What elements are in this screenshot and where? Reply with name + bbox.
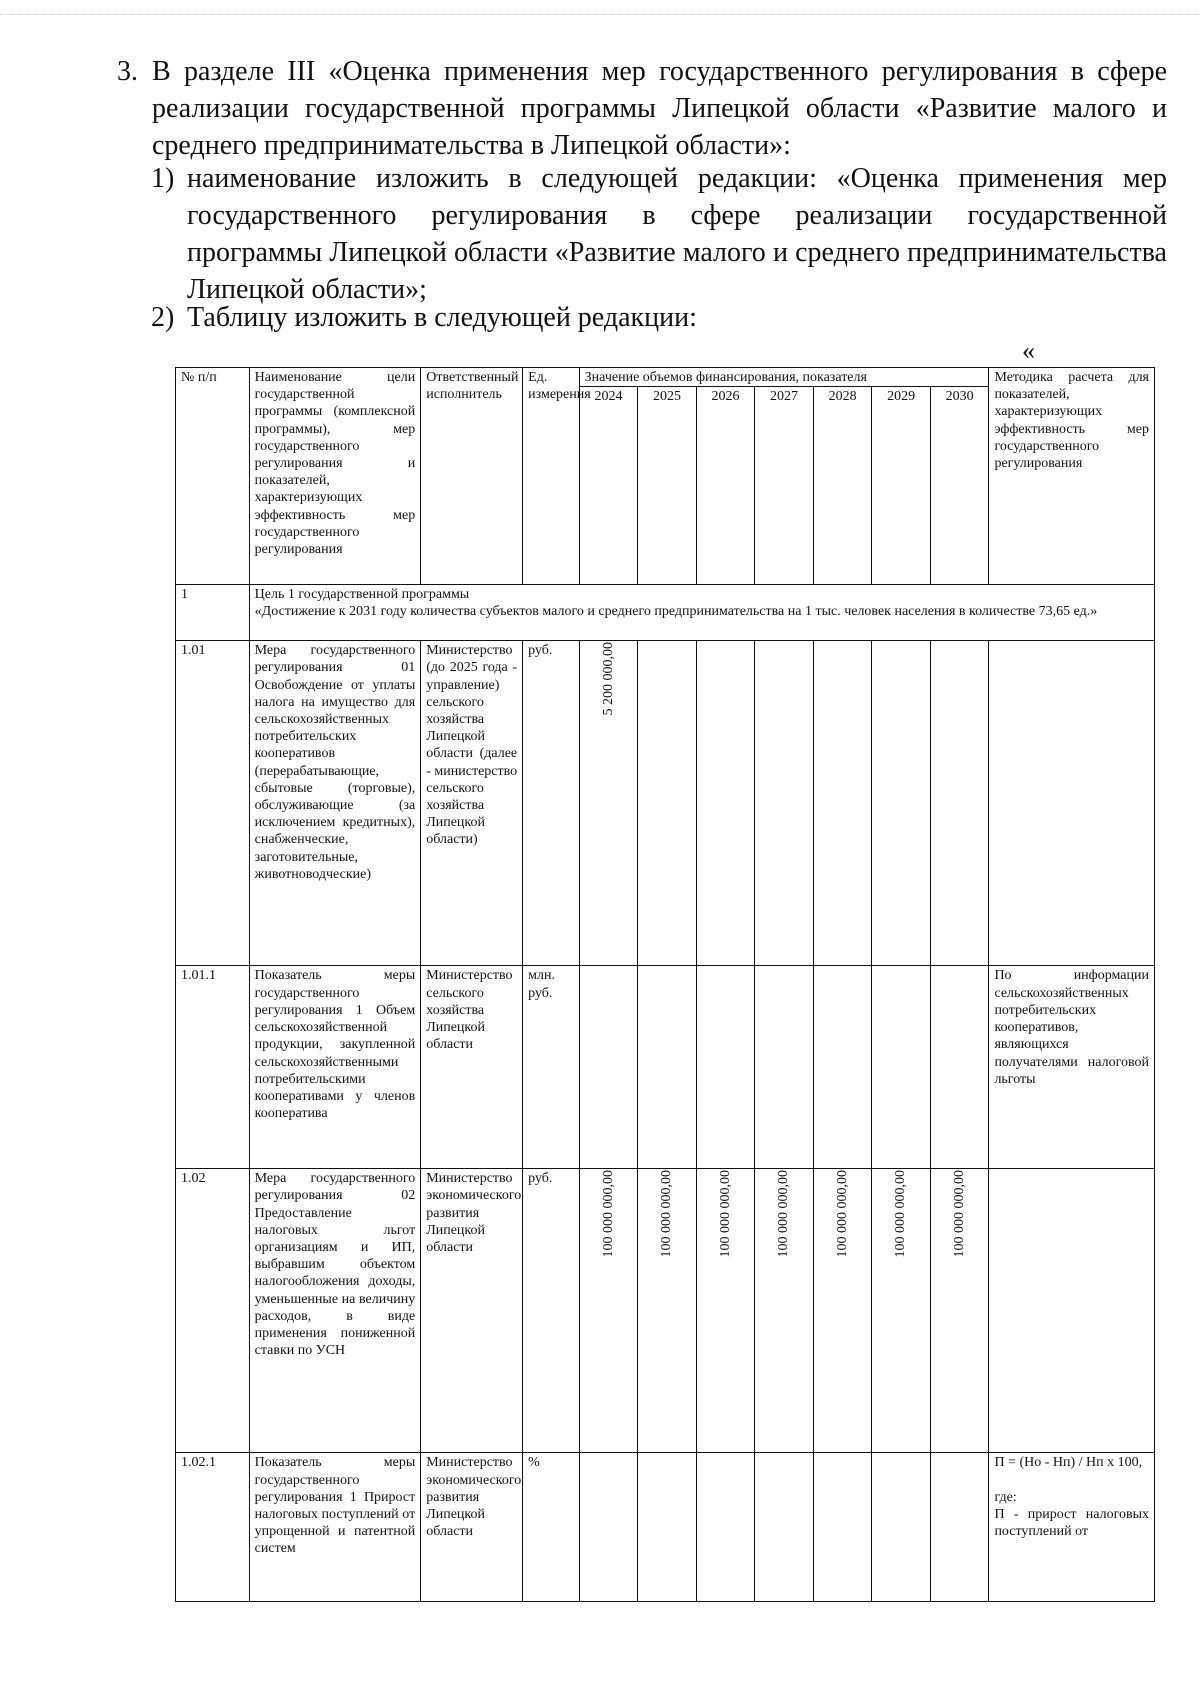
table-row: [176, 1169, 1155, 1453]
header-year: 2027: [755, 387, 814, 585]
row-responsible: Министерство (до 2025 года - управление) сельского хозяйства Липецкой области (далее - министерство сельского хозяйства Липецкой области): [421, 641, 523, 966]
row-value: 100 000 000,00: [717, 1170, 733, 1258]
row-value-cell: [930, 1453, 989, 1602]
row-name: Мера государственного регулирования 01 Освобождение от уплаты налога на имущество для сельскохозяйственных потребительских кооперативов (перерабатывающие, сбытовые (торговые), обслуживающие (за исключением кредитных), снабженческие, заготовительные, животноводческие): [249, 641, 421, 966]
row-value-cell: [696, 1169, 755, 1453]
row-value-cell: [813, 641, 872, 966]
row-value-cell: [755, 966, 814, 1169]
row-value-cell: [638, 1453, 697, 1602]
subitem-1-number: 1): [151, 163, 175, 194]
row-value: 100 000 000,00: [776, 1170, 792, 1258]
row-num: 1.02: [176, 1169, 250, 1453]
header-method: Методика расчета для показателей, характеризующих эффективность мер государственного регулирования: [989, 368, 1155, 585]
row-value-cell: [813, 1453, 872, 1602]
scan-top-edge: [0, 14, 1200, 15]
row-unit: %: [523, 1453, 580, 1602]
row-num: 1.02.1: [176, 1453, 250, 1602]
row-num: 1.01: [176, 641, 250, 966]
row-value-cell: [638, 641, 697, 966]
row-value-cell: [872, 641, 931, 966]
row-name: Показатель меры государственного регулирования 1 Объем сельскохозяйственной продукции, закупленной сельскохозяйственными потребительскими кооперативами у членов кооператива: [249, 966, 421, 1169]
method-formula: П = (Но - Нп) / Нп х 100,: [994, 1455, 1143, 1471]
row-method: По информации сельскохозяйственных потребительских кооперативов, являющихся получателями налоговой льготы: [989, 966, 1155, 1169]
header-year: 2024: [579, 387, 638, 585]
table-header-row: [176, 368, 1155, 387]
header-year: 2025: [638, 387, 697, 585]
row-value-cell: [813, 966, 872, 1169]
row-value-cell: [755, 1453, 814, 1602]
header-responsible: Ответственный исполнитель: [421, 368, 523, 585]
subitem-2-text: Таблицу изложить в следующей редакции:: [187, 302, 697, 333]
row-value-cell: [579, 1453, 638, 1602]
item-3-text: В разделе III «Оценка применения мер государственного регулирования в сфере реализации государственной программы Липецкой области «Развитие малого и среднего предпринимательства в Липецкой области»:: [152, 56, 1167, 161]
row-value: 100 000 000,00: [952, 1170, 968, 1258]
row-responsible: Министерство экономического развития Липецкой области: [421, 1453, 523, 1602]
subitem-2: [151, 299, 1167, 339]
table-goal-row: [176, 585, 1155, 641]
row-value-cell: [579, 966, 638, 1169]
row-value-cell: [696, 641, 755, 966]
row-method: [989, 641, 1155, 966]
row-method: [989, 1169, 1155, 1453]
row-name: Мера государственного регулирования 02 Предоставление налоговых льгот организациям и ИП, выбравшим объектом налогообложения доходы, уменьшенные на величину расходов, в виде применения пониженной ставки по УСН: [249, 1169, 421, 1453]
row-unit: млн. руб.: [523, 966, 580, 1169]
row-value-cell: [696, 1453, 755, 1602]
subitem-1: [151, 160, 1167, 310]
table-row: [176, 966, 1155, 1169]
item-3-number: 3.: [117, 56, 138, 87]
item-3: [117, 53, 1167, 168]
goal-title: Цель 1 государственной программы: [254, 587, 470, 603]
row-value: 100 000 000,00: [600, 1170, 616, 1258]
goal-cell: [249, 585, 1154, 641]
row-value-cell: [638, 1169, 697, 1453]
method-where: где:: [994, 1489, 1017, 1505]
row-method: [989, 1453, 1155, 1602]
header-name: Наименование цели государственной программы (комплексной программы), мер государственного регулирования и показателей, характеризующих эффективность мер государственного регулирования: [249, 368, 421, 585]
subitem-1-text: наименование изложить в следующей редакции: «Оценка применения мер государственного регулирования в сфере реализации государственной программы Липецкой области «Развитие малого и среднего предпринимательства Липецкой области»;: [187, 163, 1167, 305]
header-year: 2026: [696, 387, 755, 585]
row-value-cell: [579, 1169, 638, 1453]
table-row: [176, 1453, 1155, 1602]
header-year: 2029: [872, 387, 931, 585]
row-value-cell: [872, 1169, 931, 1453]
goal-text: «Достижение к 2031 году количества субъектов малого и среднего предпринимательства на 1 тыс. человек населения в количестве 73,65 ед.»: [254, 604, 1098, 620]
goal-num: 1: [176, 585, 250, 641]
method-spacer: [994, 1472, 1149, 1489]
row-value: 100 000 000,00: [834, 1170, 850, 1258]
header-year: 2028: [813, 387, 872, 585]
row-unit: руб.: [523, 641, 580, 966]
header-num: № п/п: [176, 368, 250, 585]
row-value-cell: [755, 1169, 814, 1453]
row-value-cell: [813, 1169, 872, 1453]
row-value-cell: [755, 641, 814, 966]
header-year: 2030: [930, 387, 989, 585]
regulation-measures-table: [175, 367, 1155, 1602]
row-responsible: Министерство сельского хозяйства Липецкой области: [421, 966, 523, 1169]
row-value: 100 000 000,00: [893, 1170, 909, 1258]
method-definition: П - прирост налоговых поступлений от: [994, 1506, 1149, 1539]
row-value-cell: [579, 641, 638, 966]
row-value-cell: [872, 1453, 931, 1602]
row-unit: руб.: [523, 1169, 580, 1453]
row-value-cell: [930, 1169, 989, 1453]
header-unit: Ед. измерения: [523, 368, 580, 585]
row-value-cell: [872, 966, 931, 1169]
row-value-cell: [930, 641, 989, 966]
row-value: 5 200 000,00: [600, 642, 616, 716]
row-num: 1.01.1: [176, 966, 250, 1169]
row-value-cell: [638, 966, 697, 1169]
header-values: Значение объемов финансирования, показателя: [579, 368, 989, 387]
row-value-cell: [930, 966, 989, 1169]
table-row: [176, 641, 1155, 966]
row-name: Показатель меры государственного регулирования 1 Прирост налоговых поступлений от упрощенной и патентной систем: [249, 1453, 421, 1602]
row-responsible: Министерство экономического развития Липецкой области: [421, 1169, 523, 1453]
row-value: 100 000 000,00: [659, 1170, 675, 1258]
subitem-2-number: 2): [151, 302, 175, 333]
row-value-cell: [696, 966, 755, 1169]
table-opening-quote: «: [1022, 336, 1035, 365]
